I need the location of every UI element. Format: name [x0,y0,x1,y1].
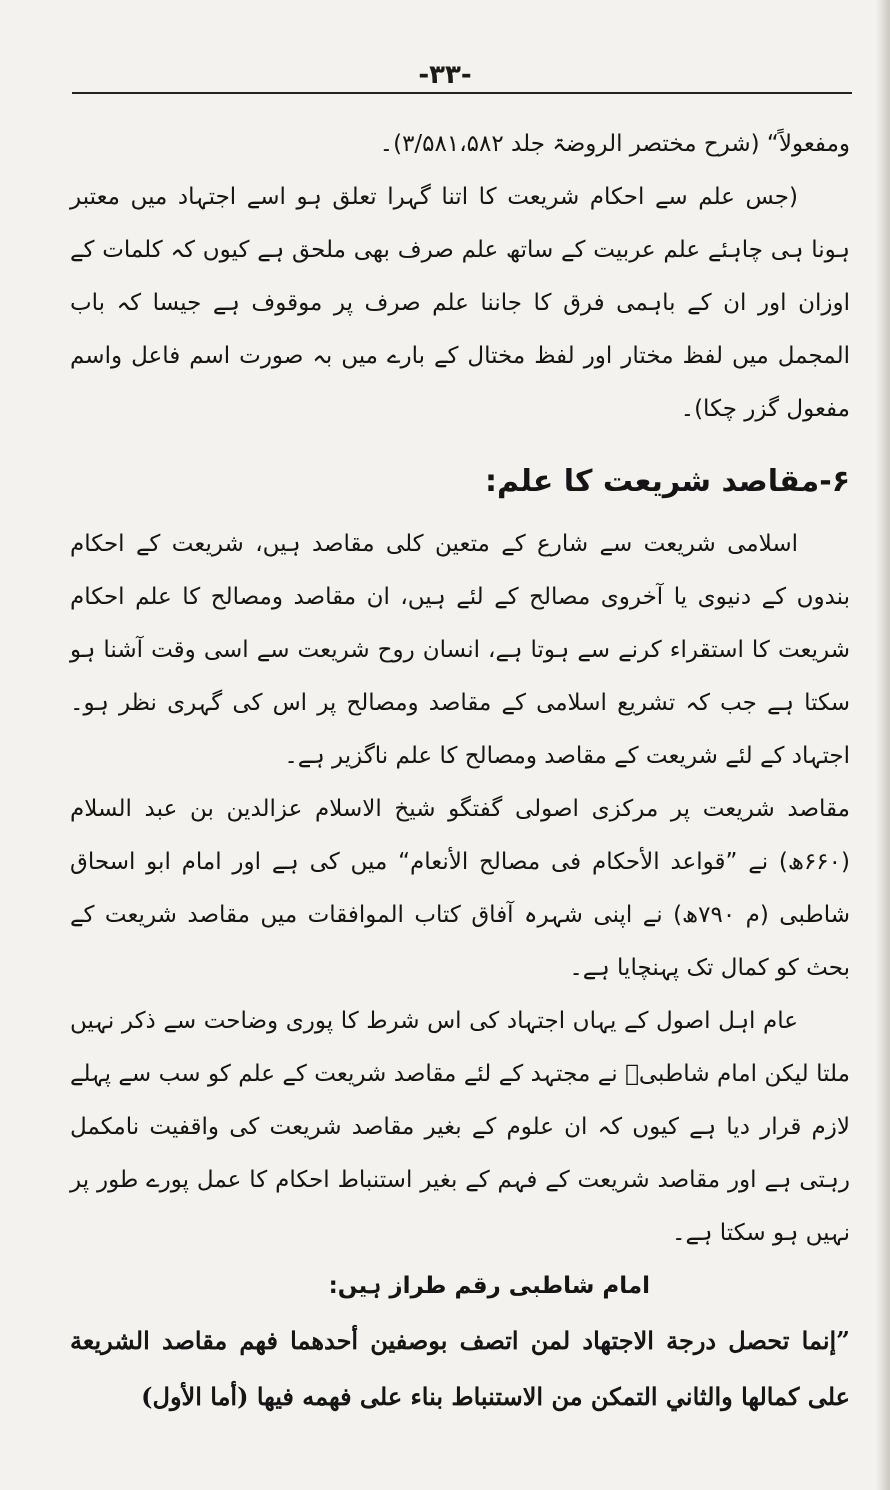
page-number: -۳۳- [418,60,472,90]
paragraph-shatibi: عام اہل اصول کے یہاں اجتہاد کی اس شرط کا پوری وضاحت سے ذکر نہیں ملتا لیکن امام شاطبیؒ نے مجتہد کے لئے مقاصد شریعت کے علم کو سب سے پہلے لازم قرار دیا ہے کیوں کہ ان علوم کے بغیر مقاصد شریعت کی واقفیت نامکمل رہتی ہے اور مقاصد شریعت کے فہم کے بغیر استنباط احکام کا عمل پورے طور پر نہیں ہو سکتا ہے۔ [70,1008,850,1246]
section-heading: ۶-مقاصد شریعت کا علم: [485,464,850,499]
arabic-quote: ”إنما تحصل درجة الاجتهاد لمن اتصف بوصفين أحدهما فهم مقاصد الشريعة على كمالها والثاني التمكن من الاستنباط بناء على فهمه فيها (أما الأول) [70,1326,850,1411]
quote-intro: امام شاطبی رقم طراز ہیں: [328,1273,650,1299]
paragraph-maqasid-authors: مقاصد شریعت پر مرکزی اصولی گفتگو شیخ الاسلام عزالدین بن عبد السلام (۶۶۰ھ) نے ”قواعد الأحکام فی مصالح الأنعام“ میں کی ہے اور امام ابو اسحاق شاطبی (م ۷۹۰ھ) نے اپنی شہرہ آفاق کتاب الموافقات میں مقاصد شریعت کے بحث کو کمال تک پہنچایا ہے۔ [70,796,851,981]
header-rule [72,92,852,94]
page-edge-shadow [876,0,890,1490]
citation-line: ومفعولاً“ (شرح مختصر الروضۃ جلد ۳/۵۸۱،۵۸۲)۔ [379,131,850,157]
page-body [70,118,850,1425]
paragraph-maqasid-intro: اسلامی شریعت سے شارع کے متعین کلی مقاصد ہیں، شریعت کے احکام بندوں کے دنیوی یا آخروی مصالح کے لئے ہیں، ان مقاصد ومصالح کا علم احکام شریعت کا استقراء کرنے سے ہوتا ہے، انسان روح شریعت سے اسی وقت آشنا ہو سکتا ہے جب کہ تشریع اسلامی کے مقاصد ومصالح پر اس کی گہری نظر ہو۔ اجتہاد کے لئے شریعت کے مقاصد ومصالح کا علم ناگزیر ہے۔ [70,531,850,769]
paragraph-sarf: (جس علم سے احکام شریعت کا اتنا گہرا تعلق ہو اسے اجتہاد میں معتبر ہونا ہی چاہئے علم عربیت کے ساتھ علم صرف بھی ملحق ہے کیوں کہ کلمات کے اوزان اور ان کے باہمی فرق کا جاننا علم صرف پر موقوف ہے جیسا کہ باب المجمل میں لفظ مختار اور لفظ مختال کے بارے میں بہ صورت اسم فاعل واسم مفعول گزر چکا)۔ [70,184,850,422]
